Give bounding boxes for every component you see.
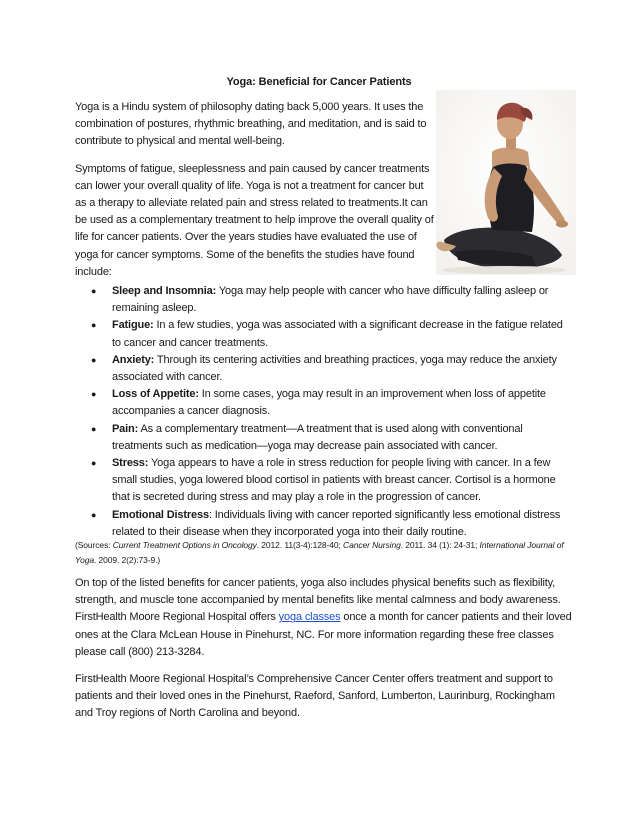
benefit-text: Through its centering activities and breathing practices, yoga may reduce the anxiety associated with cancer. [112,353,557,384]
benefit-text: As a complementary treatment—A treatment that is used along with conventional treatments such as medication—yoga may decrease pain associated with cancer. [112,422,523,452]
outro-paragraph: FirstHealth Moore Regional Hospital’s Comprehensive Cancer Center offers treatment and support to patients and their loved ones in the Pinehurst, Raeford, Sanford, Lumberton, Laurinburg, Rockingham and Troy regions of North Carolina and beyond. [75,673,555,720]
benefit-text: Yoga may help people with cancer who have difficulty falling asleep or remaining asleep. [112,285,549,315]
outro-section [75,575,575,733]
intro-section [75,99,435,291]
outro-text: On top of the listed benefits for cancer patients, yoga also includes physical benefits such as flexibility, strength, and muscle tone accompanied by mental benefits like mental calmness and body awareness. FirstHealth Moore Regional Hospital offers [75,577,561,624]
sources-citation [75,538,575,567]
list-item [75,507,570,541]
citation-detail: . 2012. 11(3-4):128-40; [256,540,344,550]
intro-paragraph: Yoga is a Hindu system of philosophy dating back 5,000 years. It uses the combination of postures, rhythmic breathing, and meditation, and is said to contribute to physical and mental well-being. [75,101,427,148]
benefit-term: Emotional Distress [112,508,209,521]
bullet-icon: ● [91,423,97,434]
benefits-list [75,283,570,541]
benefit-term: Stress: [112,457,149,470]
outro-paragraph [75,575,575,661]
benefit-term: Anxiety: [112,353,155,366]
benefit-term: Fatigue: [112,319,154,332]
list-item [75,317,570,351]
benefit-text: : Individuals living with cancer reported significantly less emotional distress related to their disease when they incorporated yoga into their daily routine. [112,508,561,538]
intro-paragraph: Symptoms of fatigue, sleeplessness and pain caused by cancer treatments can lower your overall quality of life. Yoga is not a treatment for cancer but as a therapy to alleviate related pain and stress related to treatments.It can be used as a complementary treatment to help improve the overall quality of life for cancer patients. Over the years studies have evaluated the use of yoga for cancer symptoms. Some of the benefits the studies have found include: [75,162,434,278]
yoga-classes-link[interactable]: yoga classes [278,611,341,624]
citation-detail: . 2009. 2(2):73-9.) [93,554,161,565]
list-item [75,455,570,507]
journal-title: Cancer Nursing [343,540,401,550]
woman-yoga-twist-pose-photo [436,90,576,275]
benefit-text: In a few studies, yoga was associated with a significant decrease in the fatigue related to cancer and cancer treatments. [112,319,563,349]
list-item [75,386,570,420]
bullet-icon: ● [91,286,97,296]
benefit-text: In some cases, yoga may result in an improvement when loss of appetite accompanies a cancer diagnosis. [112,388,546,418]
page-title: Yoga: Beneficial for Cancer Patients [226,76,412,88]
journal-title: International Journal of Yoga [75,540,564,565]
benefit-term: Pain: [112,422,139,435]
bullet-icon: ● [91,458,97,469]
bullet-icon: ● [91,320,97,331]
list-item [75,283,570,317]
journal-title: Current Treatment Options in Oncology [112,540,257,550]
list-item [75,352,570,386]
bullet-icon: ● [91,354,97,365]
outro-text: once a month for cancer patients and their loved ones at the Clara McLean House in Pinehurst, NC. For more information regarding these free classes please call (800) 213-3284. [75,611,572,658]
bullet-icon: ● [91,509,97,520]
citation-detail: . 2011. 34 (1): 24-31; [400,540,480,550]
bullet-icon: ● [91,389,97,400]
sources-prefix: (Sources: [75,540,113,550]
benefit-term: Loss of Appetite: [112,388,199,401]
benefit-term: Sleep and Insomnia: [112,285,217,297]
list-item [75,421,570,455]
benefit-text: Yoga appears to have a role in stress reduction for people living with cancer. In a few small studies, yoga lowered blood cortisol in patients with breast cancer. Cortisol is a hormone that is secreted during stress and may play a role in the progression of cancer. [112,457,556,504]
